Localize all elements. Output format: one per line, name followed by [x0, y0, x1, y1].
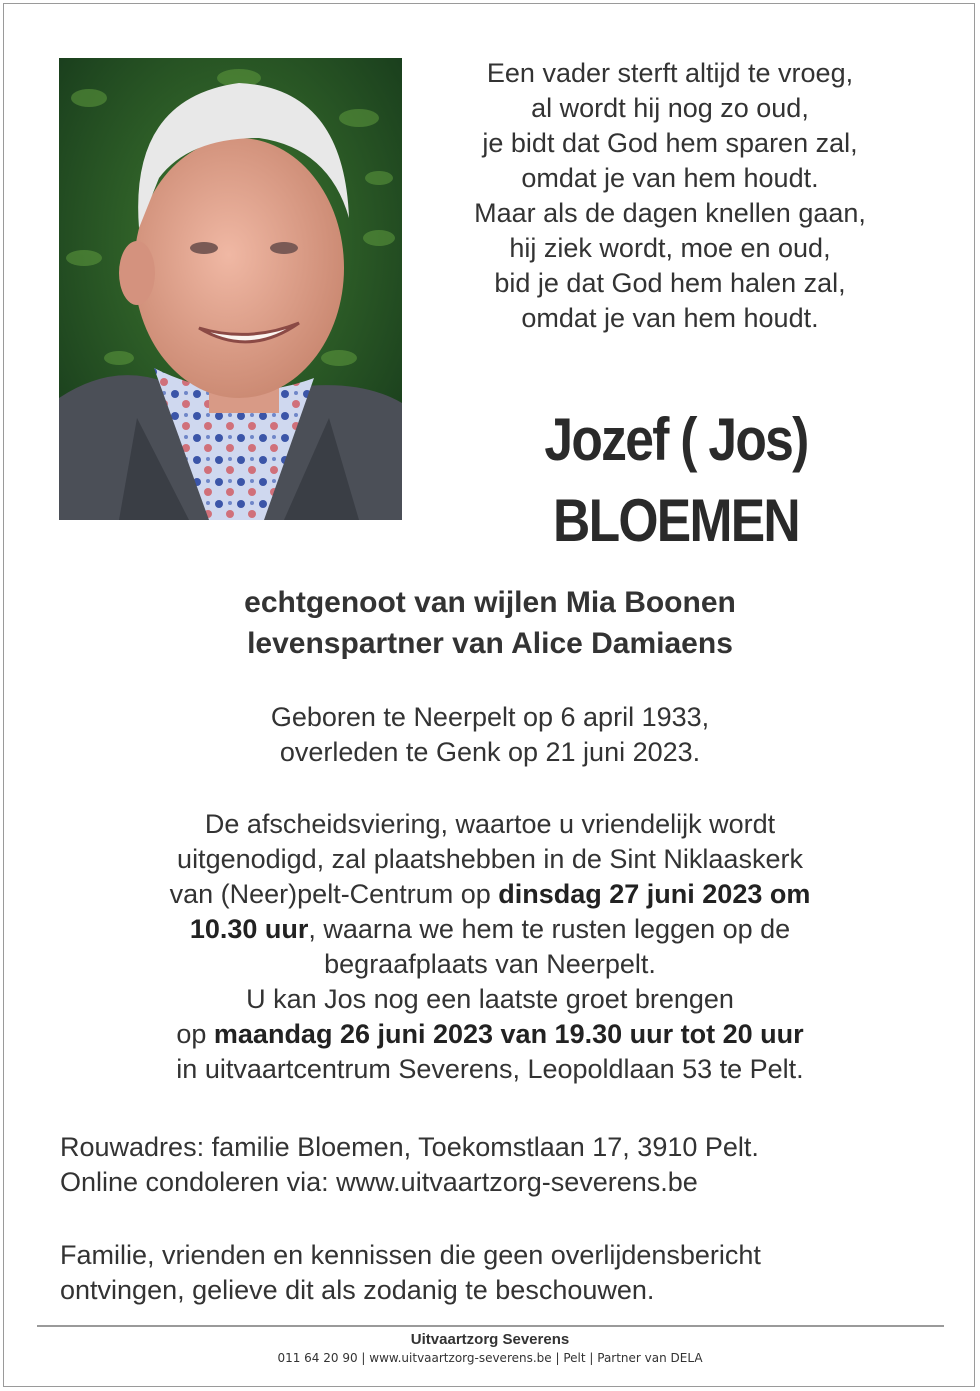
family-notice: [60, 1238, 761, 1308]
ceremony-line: [0, 877, 980, 912]
ceremony-date: dinsdag 27 juni 2023 om: [498, 879, 811, 909]
ceremony-line: U kan Jos nog een laatste groet brengen: [246, 984, 734, 1014]
portrait-photo: [59, 58, 402, 520]
mourning-address: Rouwadres: familie Bloemen, Toekomstlaan 17, 3910 Pelt.: [60, 1132, 759, 1162]
deceased-first-name: Jozef ( Jos): [544, 406, 808, 473]
deceased-last-name: BLOEMEN: [553, 487, 799, 554]
poem-line: je bidt dat God hem sparen zal,: [482, 128, 858, 158]
poem-line: Een vader sterft altijd te vroeg,: [486, 58, 854, 88]
ceremony-line: in uitvaartcentrum Severens, Leopoldlaan 53 te Pelt.: [176, 1054, 804, 1084]
ceremony-line: De afscheidsviering, waartoe u vriendelijk wordt: [204, 809, 776, 839]
relations: [0, 582, 980, 664]
ceremony-text: van (Neer)pelt-Centrum op: [169, 879, 499, 909]
ceremony-line: [0, 1017, 980, 1052]
poem-line: al wordt hij nog zo oud,: [531, 93, 809, 123]
relation-spouse: echtgenoot van wijlen Mia Boonen: [244, 586, 736, 619]
family-notice-line: Familie, vrienden en kennissen die geen overlijdensbericht: [60, 1240, 761, 1270]
footer-divider: [37, 1325, 944, 1327]
footer-company: Uitvaartzorg Severens: [410, 1331, 570, 1348]
poem: [440, 56, 900, 336]
address-block: [60, 1130, 759, 1200]
ceremony-line: begraafplaats van Neerpelt.: [324, 949, 656, 979]
poem-line: omdat je van hem houdt.: [521, 163, 819, 193]
ceremony-line: [0, 912, 980, 947]
ceremony-text: op: [176, 1019, 214, 1049]
life-dates: [0, 700, 980, 770]
family-notice-line: ontvingen, gelieve dit als zodanig te beschouwen.: [60, 1275, 655, 1305]
death-line: overleden te Genk op 21 juni 2023.: [279, 737, 701, 767]
ceremony-info: [0, 807, 980, 1087]
ceremony-time: 10.30 uur: [189, 914, 309, 944]
relation-partner: levenspartner van Alice Damiaens: [247, 627, 733, 660]
poem-line: omdat je van hem houdt.: [521, 303, 819, 333]
visitation-time: maandag 26 juni 2023 van 19.30 uur tot 20 uur: [213, 1019, 804, 1049]
birth-line: Geboren te Neerpelt op 6 april 1933,: [270, 702, 710, 732]
ceremony-text: , waarna we hem te rusten leggen op de: [308, 914, 791, 944]
online-condolence: Online condoleren via: www.uitvaartzorg-severens.be: [60, 1167, 698, 1197]
ceremony-line: uitgenodigd, zal plaatshebben in de Sint Niklaaskerk: [177, 844, 803, 874]
poem-line: Maar als de dagen knellen gaan,: [474, 198, 866, 228]
footer-contact: 011 64 20 90 | www.uitvaartzorg-severens.be | Pelt | Partner van DELA: [277, 1351, 703, 1365]
poem-line: bid je dat God hem halen zal,: [494, 268, 846, 298]
poem-line: hij ziek wordt, moe en oud,: [509, 233, 831, 263]
